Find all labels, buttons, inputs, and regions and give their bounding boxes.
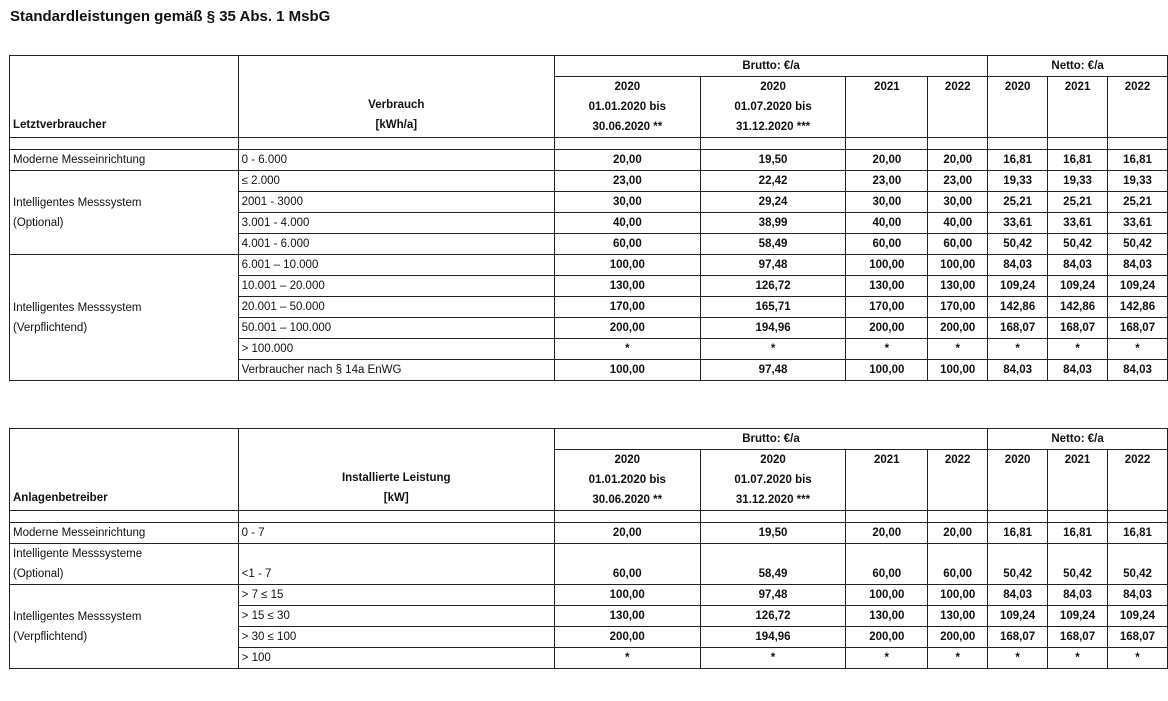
- value-cell: 194,96: [700, 318, 846, 339]
- value-cell: 38,99: [700, 213, 846, 234]
- page-title: Standardleistungen gemäß § 35 Abs. 1 MsbG: [10, 8, 331, 25]
- netto-column-header-line: 2021: [1064, 81, 1091, 93]
- brutto-column-header: [846, 77, 928, 138]
- value-cell: 200,00: [846, 627, 928, 648]
- value-cell: 58,49: [700, 544, 846, 585]
- value-cell: 130,00: [846, 276, 928, 297]
- spacer-cell: [10, 138, 239, 150]
- value-cell: 25,21: [988, 192, 1048, 213]
- value-cell: 130,00: [928, 276, 988, 297]
- value-cell: 100,00: [846, 585, 928, 606]
- value-cell: *: [846, 648, 928, 669]
- category-label: [10, 523, 239, 544]
- value-cell: 23,00: [928, 171, 988, 192]
- netto-header: Netto: €/a: [988, 56, 1168, 77]
- value-cell: 168,07: [1107, 627, 1167, 648]
- brutto-column-header: [700, 450, 846, 511]
- brutto-column-header-line: 31.12.2020 ***: [735, 121, 811, 133]
- category-label-line: Intelligentes Messsystem: [13, 610, 142, 623]
- brutto-header: Brutto: €/a: [554, 429, 987, 450]
- spacer-cell: [238, 511, 554, 523]
- table-row: [10, 544, 1168, 585]
- value-cell: 50,42: [1048, 234, 1108, 255]
- brutto-column-header-line: 31.12.2020 ***: [735, 494, 811, 506]
- spacer-cell: [700, 138, 846, 150]
- netto-column-header: [988, 450, 1048, 511]
- value-cell: 40,00: [554, 213, 700, 234]
- range-cell: 3.001 - 4.000: [238, 213, 554, 234]
- range-cell: 10.001 – 20.000: [238, 276, 554, 297]
- category-label: [10, 544, 239, 585]
- netto-column-header-line: 2022: [1124, 81, 1151, 93]
- brutto-column-header-line: 01.01.2020 bis: [588, 474, 666, 486]
- column-header-range: [238, 56, 554, 138]
- brutto-column-header-line: 2022: [944, 454, 971, 466]
- brutto-column-header: [846, 450, 928, 511]
- spacer-cell: [988, 511, 1048, 523]
- range-cell: 2001 - 3000: [238, 192, 554, 213]
- brutto-column-header: [554, 77, 700, 138]
- category-label-line: (Verpflichtend): [13, 321, 88, 334]
- value-cell: 60,00: [554, 234, 700, 255]
- value-cell: 109,24: [1048, 606, 1108, 627]
- brutto-column-header: [928, 77, 988, 138]
- value-cell: 109,24: [988, 276, 1048, 297]
- value-cell: *: [846, 339, 928, 360]
- spacer-cell: [554, 138, 700, 150]
- spacer-cell: [1048, 511, 1108, 523]
- table-row: [10, 255, 1168, 276]
- value-cell: 19,33: [988, 171, 1048, 192]
- brutto-column-header-line: 2020: [760, 81, 786, 93]
- category-label-line: (Verpflichtend): [13, 630, 88, 643]
- value-cell: 100,00: [554, 585, 700, 606]
- spacer-cell: [1048, 138, 1108, 150]
- brutto-column-header-line: 01.07.2020 bis: [734, 101, 812, 113]
- value-cell: 194,96: [700, 627, 846, 648]
- value-cell: 97,48: [700, 585, 846, 606]
- value-cell: 58,49: [700, 234, 846, 255]
- column-header-range-line: Verbrauch: [368, 99, 425, 111]
- category-label-line: Intelligentes Messsystem: [13, 196, 142, 209]
- plant-operator-tariff-table: [9, 428, 1168, 669]
- header-row: [10, 429, 1168, 450]
- category-label: [10, 585, 239, 669]
- range-cell: 6.001 – 10.000: [238, 255, 554, 276]
- value-cell: 109,24: [1048, 276, 1108, 297]
- value-cell: 84,03: [988, 360, 1048, 381]
- spacer-cell: [928, 511, 988, 523]
- value-cell: *: [1108, 339, 1168, 360]
- spacer-cell: [988, 138, 1048, 150]
- brutto-column-header-line: 2022: [944, 81, 971, 93]
- value-cell: 168,07: [988, 627, 1048, 648]
- value-cell: 20,00: [846, 150, 928, 171]
- range-cell: 20.001 – 50.000: [238, 297, 554, 318]
- consumer-tariff-table: [9, 55, 1168, 381]
- value-cell: 16,81: [1108, 150, 1168, 171]
- value-cell: 30,00: [846, 192, 928, 213]
- value-cell: *: [928, 339, 988, 360]
- spacer-cell: [1108, 138, 1168, 150]
- brutto-header: Brutto: €/a: [554, 56, 987, 77]
- range-cell: Verbraucher nach § 14a EnWG: [238, 360, 554, 381]
- value-cell: 109,24: [1107, 606, 1167, 627]
- netto-column-header: [1048, 450, 1108, 511]
- value-cell: 16,81: [988, 150, 1048, 171]
- brutto-column-header: [554, 450, 700, 511]
- header-row: [10, 56, 1168, 77]
- value-cell: 19,33: [1108, 171, 1168, 192]
- value-cell: 84,03: [1048, 360, 1108, 381]
- value-cell: *: [988, 648, 1048, 669]
- value-cell: 23,00: [554, 171, 700, 192]
- spacer-cell: [10, 511, 239, 523]
- spacer-cell: [846, 511, 928, 523]
- table-row: [10, 171, 1168, 192]
- spacer-cell: [554, 511, 700, 523]
- value-cell: 170,00: [554, 297, 700, 318]
- value-cell: 60,00: [928, 544, 988, 585]
- value-cell: 19,33: [1048, 171, 1108, 192]
- value-cell: 100,00: [846, 360, 928, 381]
- range-cell: > 7 ≤ 15: [238, 585, 554, 606]
- value-cell: 60,00: [846, 544, 928, 585]
- spacer-row: [10, 511, 1168, 523]
- spacer-row: [10, 138, 1168, 150]
- value-cell: 168,07: [1048, 318, 1108, 339]
- value-cell: 29,24: [700, 192, 846, 213]
- column-header-range-line: [kWh/a]: [375, 119, 418, 131]
- range-cell: <1 - 7: [238, 544, 554, 585]
- value-cell: 168,07: [1048, 627, 1108, 648]
- value-cell: 84,03: [988, 255, 1048, 276]
- category-label-line: (Optional): [13, 216, 64, 229]
- value-cell: 168,07: [1108, 318, 1168, 339]
- range-cell: 0 - 6.000: [238, 150, 554, 171]
- brutto-column-header-line: 01.07.2020 bis: [734, 474, 812, 486]
- column-header-category: Letztverbraucher: [10, 56, 239, 138]
- category-label: [10, 171, 239, 255]
- value-cell: 200,00: [554, 627, 700, 648]
- value-cell: 84,03: [1108, 360, 1168, 381]
- value-cell: 30,00: [554, 192, 700, 213]
- value-cell: 22,42: [700, 171, 846, 192]
- value-cell: 40,00: [846, 213, 928, 234]
- value-cell: 20,00: [846, 523, 928, 544]
- value-cell: 109,24: [988, 606, 1048, 627]
- value-cell: 126,72: [700, 276, 846, 297]
- value-cell: 165,71: [700, 297, 846, 318]
- netto-column-header: [1108, 77, 1168, 138]
- value-cell: 60,00: [846, 234, 928, 255]
- value-cell: 142,86: [1048, 297, 1108, 318]
- value-cell: 84,03: [1048, 585, 1108, 606]
- value-cell: 200,00: [928, 318, 988, 339]
- value-cell: 19,50: [700, 523, 846, 544]
- spacer-cell: [928, 138, 988, 150]
- value-cell: 50,42: [988, 234, 1048, 255]
- category-label-line: Moderne Messeinrichtung: [13, 154, 146, 166]
- category-label-line: Intelligentes Messsystem: [13, 301, 142, 314]
- range-cell: 0 - 7: [238, 523, 554, 544]
- value-cell: *: [554, 339, 700, 360]
- range-cell: > 15 ≤ 30: [238, 606, 554, 627]
- brutto-column-header-line: 2021: [874, 81, 900, 93]
- range-cell: > 100.000: [238, 339, 554, 360]
- category-label: [10, 150, 239, 171]
- value-cell: 20,00: [928, 523, 988, 544]
- spacer-cell: [238, 138, 554, 150]
- value-cell: 100,00: [554, 360, 700, 381]
- netto-column-header-line: 2020: [1004, 81, 1031, 93]
- category-label: [10, 255, 239, 381]
- value-cell: 130,00: [928, 606, 988, 627]
- netto-column-header: [1107, 450, 1167, 511]
- value-cell: 84,03: [988, 585, 1048, 606]
- value-cell: 25,21: [1108, 192, 1168, 213]
- value-cell: 25,21: [1048, 192, 1108, 213]
- value-cell: 60,00: [928, 234, 988, 255]
- value-cell: 168,07: [988, 318, 1048, 339]
- brutto-column-header-line: 30.06.2020 **: [592, 121, 663, 133]
- value-cell: 33,61: [1048, 213, 1108, 234]
- table-row: [10, 523, 1168, 544]
- value-cell: 20,00: [554, 523, 700, 544]
- value-cell: 100,00: [928, 585, 988, 606]
- spacer-cell: [700, 511, 846, 523]
- value-cell: 200,00: [846, 318, 928, 339]
- table-row: [10, 585, 1168, 606]
- value-cell: 97,48: [700, 255, 846, 276]
- value-cell: 16,81: [1048, 150, 1108, 171]
- value-cell: 100,00: [928, 255, 988, 276]
- value-cell: *: [554, 648, 700, 669]
- value-cell: 200,00: [554, 318, 700, 339]
- brutto-column-header: [928, 450, 988, 511]
- column-header-range-line: Installierte Leistung: [341, 472, 451, 484]
- value-cell: 19,50: [700, 150, 846, 171]
- value-cell: 16,81: [1107, 523, 1167, 544]
- category-label-line: Intelligente Messsysteme: [13, 548, 143, 560]
- value-cell: *: [988, 339, 1048, 360]
- value-cell: 130,00: [554, 606, 700, 627]
- category-label-line: (Optional): [13, 568, 64, 580]
- value-cell: 30,00: [928, 192, 988, 213]
- brutto-column-header-line: 30.06.2020 **: [592, 494, 663, 506]
- value-cell: *: [928, 648, 988, 669]
- range-cell: 50.001 – 100.000: [238, 318, 554, 339]
- netto-column-header: [1048, 77, 1108, 138]
- value-cell: *: [1107, 648, 1167, 669]
- value-cell: *: [1048, 648, 1108, 669]
- value-cell: 33,61: [988, 213, 1048, 234]
- value-cell: 23,00: [846, 171, 928, 192]
- value-cell: 40,00: [928, 213, 988, 234]
- netto-column-header-line: 2022: [1124, 454, 1151, 466]
- value-cell: 97,48: [700, 360, 846, 381]
- netto-column-header-line: 2021: [1064, 454, 1091, 466]
- category-label-line: Moderne Messeinrichtung: [13, 527, 146, 539]
- netto-header: Netto: €/a: [988, 429, 1168, 450]
- range-cell: ≤ 2.000: [238, 171, 554, 192]
- value-cell: 33,61: [1108, 213, 1168, 234]
- spacer-cell: [1107, 511, 1167, 523]
- value-cell: 84,03: [1108, 255, 1168, 276]
- value-cell: 50,42: [1107, 544, 1167, 585]
- brutto-column-header-line: 01.01.2020 bis: [588, 101, 667, 113]
- value-cell: 109,24: [1108, 276, 1168, 297]
- value-cell: 126,72: [700, 606, 846, 627]
- range-cell: > 100: [238, 648, 554, 669]
- value-cell: 50,42: [1048, 544, 1108, 585]
- value-cell: 16,81: [1048, 523, 1108, 544]
- value-cell: 142,86: [1108, 297, 1168, 318]
- table-row: [10, 150, 1168, 171]
- value-cell: 142,86: [988, 297, 1048, 318]
- value-cell: 84,03: [1048, 255, 1108, 276]
- column-header-category: Anlagenbetreiber: [10, 429, 239, 511]
- column-header-range-line: [kW]: [383, 492, 409, 504]
- value-cell: 200,00: [928, 627, 988, 648]
- value-cell: 100,00: [928, 360, 988, 381]
- spacer-cell: [846, 138, 928, 150]
- value-cell: 130,00: [846, 606, 928, 627]
- value-cell: *: [1048, 339, 1108, 360]
- netto-column-header: [988, 77, 1048, 138]
- brutto-column-header-line: 2021: [874, 454, 900, 466]
- value-cell: *: [700, 339, 846, 360]
- value-cell: 20,00: [928, 150, 988, 171]
- brutto-column-header-line: 2020: [760, 454, 786, 466]
- brutto-column-header-line: 2020: [614, 81, 641, 93]
- brutto-column-header-line: 2020: [614, 454, 641, 466]
- range-cell: 4.001 - 6.000: [238, 234, 554, 255]
- value-cell: 50,42: [1108, 234, 1168, 255]
- range-cell: > 30 ≤ 100: [238, 627, 554, 648]
- value-cell: *: [700, 648, 846, 669]
- value-cell: 60,00: [554, 544, 700, 585]
- value-cell: 100,00: [554, 255, 700, 276]
- netto-column-header-line: 2020: [1004, 454, 1031, 466]
- value-cell: 50,42: [988, 544, 1048, 585]
- value-cell: 84,03: [1107, 585, 1167, 606]
- value-cell: 130,00: [554, 276, 700, 297]
- value-cell: 100,00: [846, 255, 928, 276]
- column-header-range: [238, 429, 554, 511]
- value-cell: 16,81: [988, 523, 1048, 544]
- value-cell: 20,00: [554, 150, 700, 171]
- value-cell: 170,00: [928, 297, 988, 318]
- value-cell: 170,00: [846, 297, 928, 318]
- brutto-column-header: [700, 77, 846, 138]
